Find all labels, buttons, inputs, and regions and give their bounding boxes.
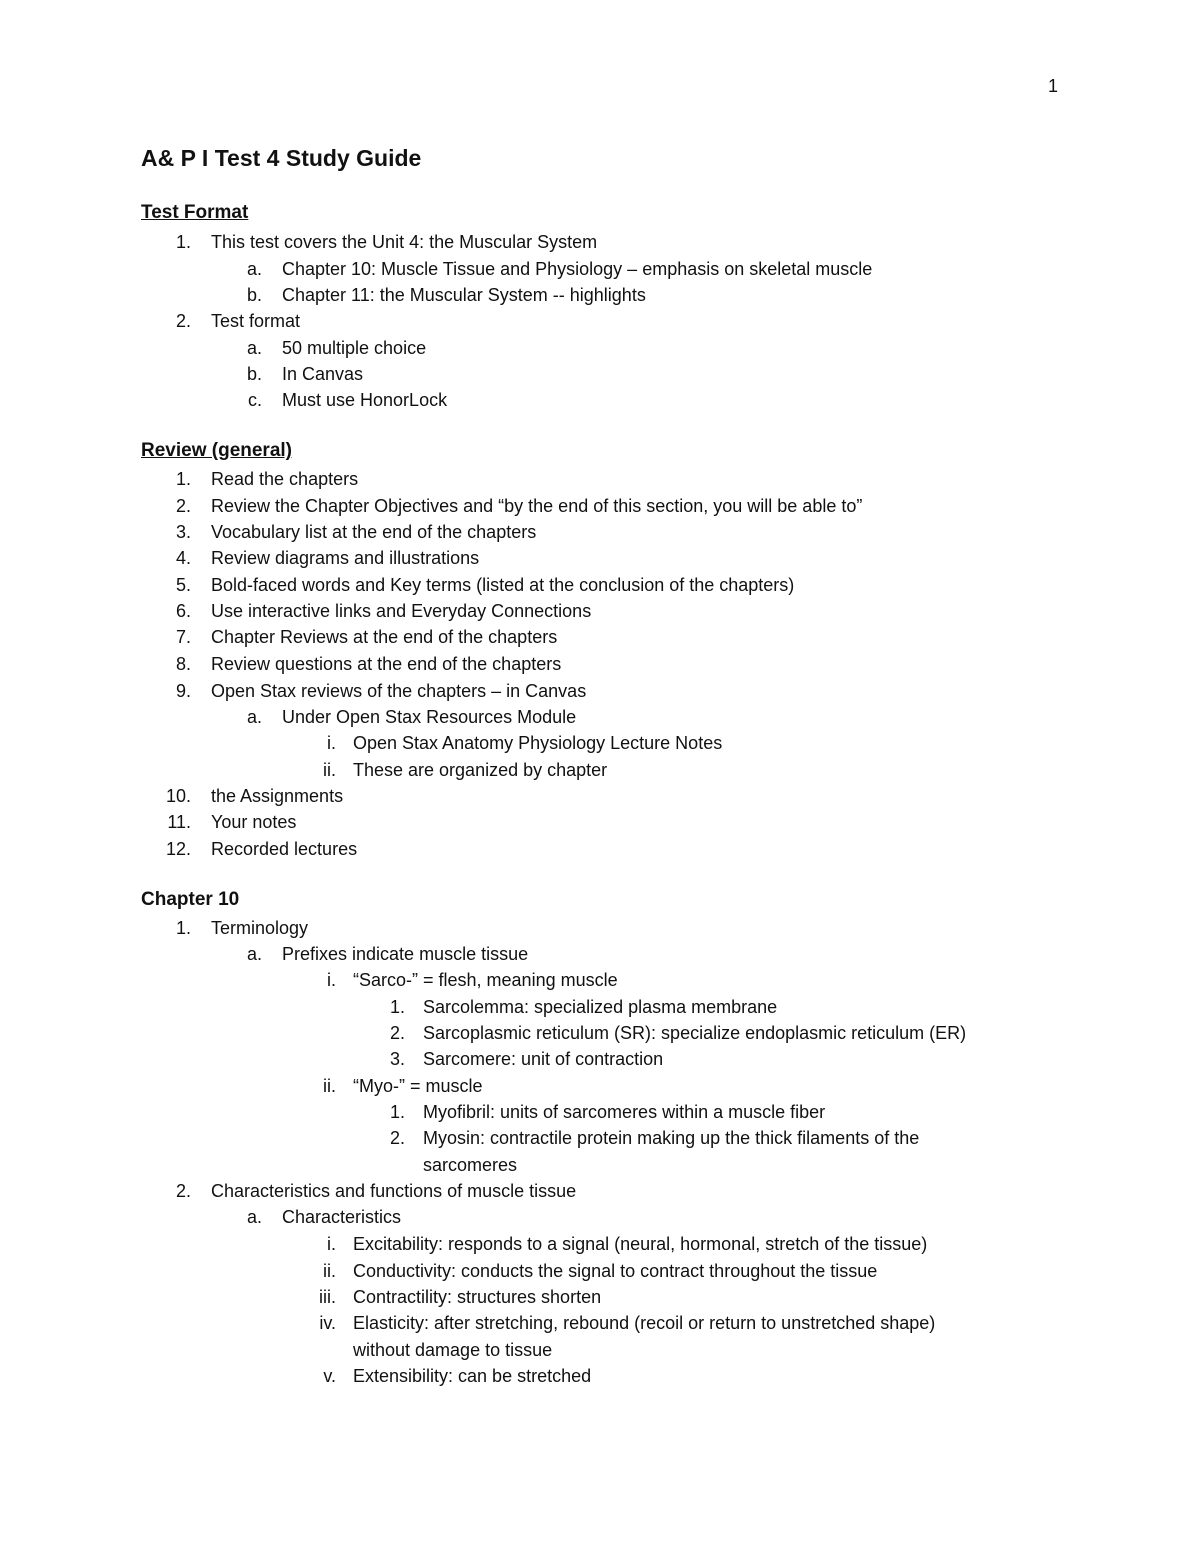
page-number: 1 [1048, 76, 1059, 96]
section-heading-review: Review (general) [141, 440, 292, 461]
document-title: A& P I Test 4 Study Guide [141, 145, 422, 171]
section-heading-test-format: Test Format [141, 202, 249, 223]
section-heading-chapter-10: Chapter 10 [141, 889, 240, 910]
